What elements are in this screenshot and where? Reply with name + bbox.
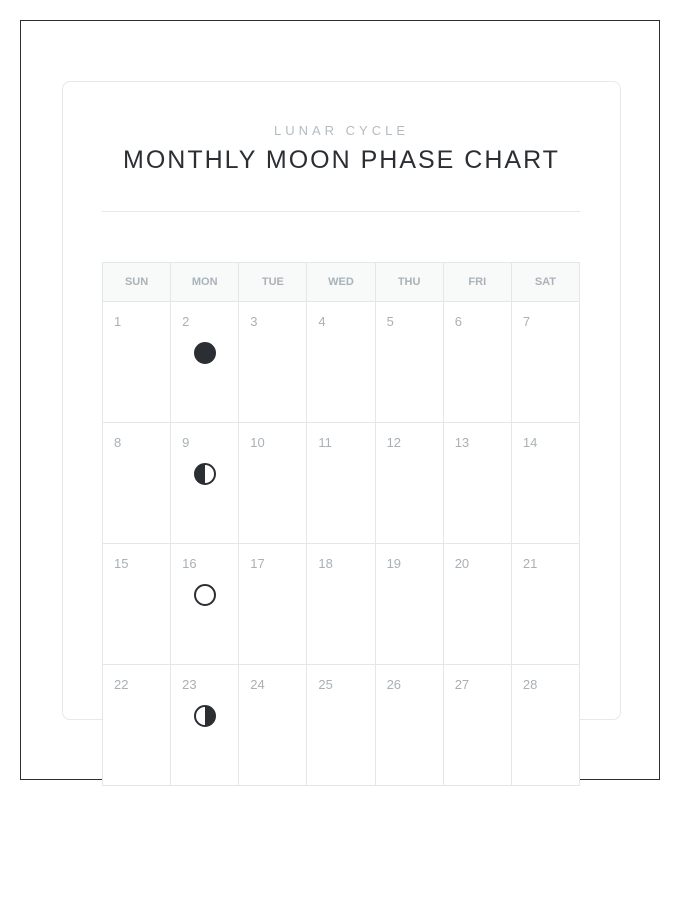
eyebrow-label: LUNAR CYCLE <box>273 123 410 138</box>
day-cell <box>443 423 511 544</box>
weekday-sat: SAT <box>511 263 579 302</box>
day-cell <box>307 665 375 786</box>
weekday-mon: MON <box>171 263 239 302</box>
day-number: 8 <box>114 435 122 450</box>
day-cell <box>239 423 307 544</box>
day-number: 12 <box>386 435 402 450</box>
day-cell <box>511 665 579 786</box>
day-number: 5 <box>386 314 394 329</box>
day-number: 7 <box>522 314 531 329</box>
title-divider <box>102 211 580 212</box>
day-cell <box>103 423 171 544</box>
day-cell <box>307 544 375 665</box>
day-number: 21 <box>522 556 538 571</box>
week-row <box>103 665 580 786</box>
day-number: 26 <box>386 677 402 692</box>
day-cell <box>239 665 307 786</box>
day-number: 18 <box>318 556 333 571</box>
day-cell <box>375 423 443 544</box>
day-cell <box>443 302 511 423</box>
day-number: 28 <box>522 677 538 692</box>
day-cell <box>511 544 579 665</box>
day-cell <box>171 423 239 544</box>
weekday-thu: THU <box>375 263 443 302</box>
day-cell <box>103 665 171 786</box>
day-cell <box>171 302 239 423</box>
day-number: 13 <box>454 435 470 450</box>
first-quarter-moon-icon <box>194 463 216 485</box>
day-number: 20 <box>454 556 470 571</box>
day-number: 2 <box>182 314 190 329</box>
weekday-header-row <box>103 263 580 302</box>
week-row <box>103 302 580 423</box>
day-cell <box>307 302 375 423</box>
day-cell <box>443 544 511 665</box>
day-number: 27 <box>454 677 470 692</box>
new-moon-icon <box>194 342 216 364</box>
weekday-wed: WED <box>307 263 375 302</box>
day-cell <box>375 544 443 665</box>
last-quarter-moon-icon <box>194 705 216 727</box>
day-cell <box>375 665 443 786</box>
day-cell <box>239 302 307 423</box>
week-row <box>103 423 580 544</box>
day-number: 23 <box>182 677 197 692</box>
day-number: 1 <box>114 314 122 329</box>
day-cell <box>239 544 307 665</box>
day-cell <box>103 544 171 665</box>
day-cell <box>375 302 443 423</box>
full-moon-icon <box>194 584 216 606</box>
day-number: 11 <box>318 435 332 450</box>
day-number: 24 <box>250 677 265 692</box>
day-number: 3 <box>250 314 258 329</box>
moon-calendar <box>102 262 580 786</box>
day-number: 9 <box>182 435 190 450</box>
day-cell <box>171 665 239 786</box>
day-number: 15 <box>114 556 129 571</box>
day-number: 16 <box>182 556 197 571</box>
day-number: 6 <box>454 314 462 329</box>
weekday-sun: SUN <box>103 263 171 302</box>
weekday-fri: FRI <box>443 263 511 302</box>
weekday-tue: TUE <box>239 263 307 302</box>
day-cell <box>511 423 579 544</box>
day-number: 14 <box>522 435 538 450</box>
day-cell <box>171 544 239 665</box>
day-number: 25 <box>318 677 333 692</box>
day-cell <box>103 302 171 423</box>
week-row <box>103 544 580 665</box>
day-number: 22 <box>114 677 129 692</box>
day-number: 19 <box>386 556 402 571</box>
day-number: 4 <box>318 314 326 329</box>
day-number: 17 <box>250 556 265 571</box>
page-title: MONTHLY MOON PHASE CHART <box>123 146 560 174</box>
day-number: 10 <box>250 435 265 450</box>
day-cell <box>511 302 579 423</box>
day-cell <box>443 665 511 786</box>
day-cell <box>307 423 375 544</box>
